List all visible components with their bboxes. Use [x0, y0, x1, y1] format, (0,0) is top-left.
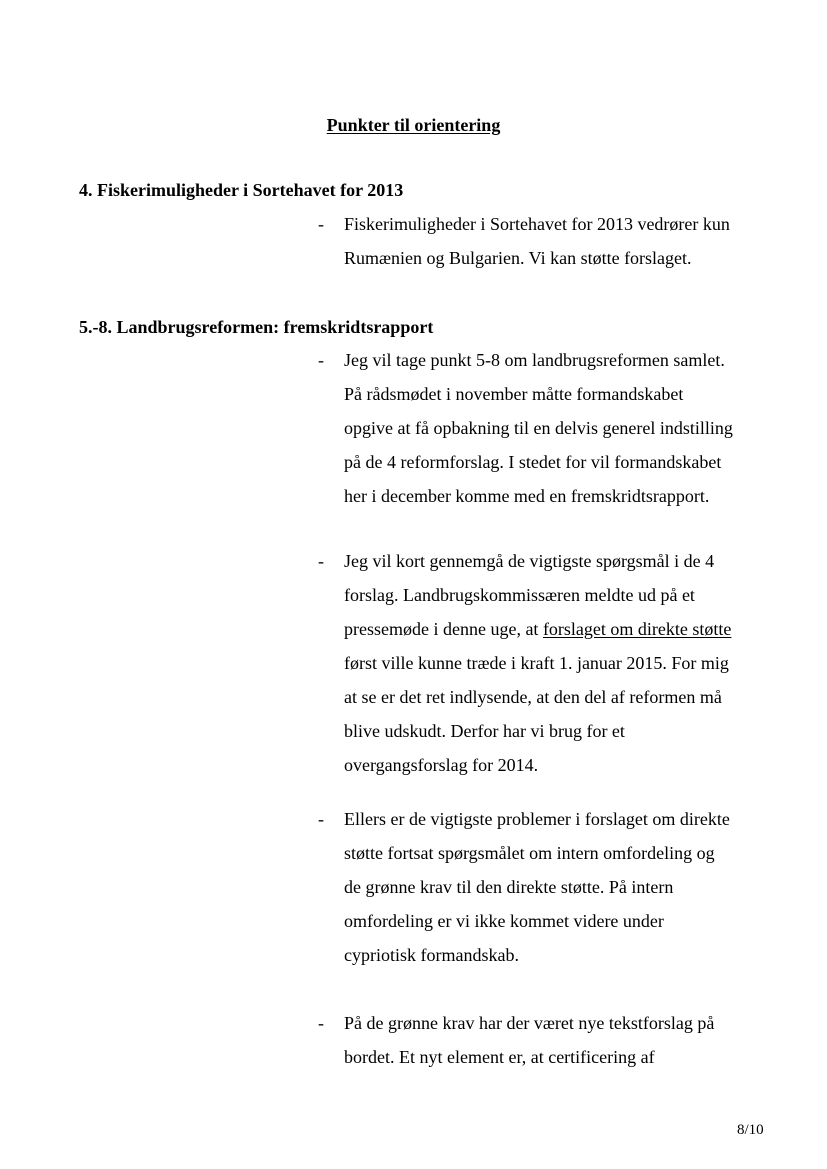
bullet-line: Jeg vil tage punkt 5-8 om landbrugsreformen samlet. — [344, 350, 725, 370]
page-title-text: Punkter til orientering — [326, 115, 501, 135]
bullet-line: støtte fortsat spørgsmålet om intern omfordeling og — [344, 843, 715, 863]
bullet-line: at se er det ret indlysende, at den del af reformen må — [344, 687, 722, 707]
bullet-line: på de 4 reformforslag. I stedet for vil formandskabet — [344, 452, 722, 472]
bullet-line: Rumænien og Bulgarien. Vi kan støtte forslaget. — [344, 248, 692, 268]
bullet-landbrugsreformen-samlet — [318, 343, 778, 513]
bullet-vigtigste-spoergsmaal — [318, 544, 778, 782]
bullet-dash: - — [318, 1013, 324, 1033]
bullet-line: de grønne krav til den direkte støtte. På intern — [344, 877, 674, 897]
bullet-line: På rådsmødet i november måtte formandskabet — [344, 384, 684, 404]
bullet-line — [344, 612, 778, 646]
page-title — [0, 113, 827, 137]
bullet-line: Fiskerimuligheder i Sortehavet for 2013 vedrører kun — [344, 214, 730, 234]
bullet-line: overgangsforslag for 2014. — [344, 755, 539, 775]
bullet-line-text: pressemøde i denne uge, at — [344, 619, 543, 639]
page-number: 8/10 — [737, 1122, 764, 1138]
bullet-text — [344, 802, 778, 972]
bullet-line: forslag. Landbrugskommissæren meldte ud på et — [344, 585, 695, 605]
bullet-text — [344, 207, 778, 275]
bullet-line: Jeg vil kort gennemgå de vigtigste spørgsmål i de 4 — [344, 551, 715, 571]
bullet-direkte-stoette — [318, 802, 778, 972]
bullet-line: her i december komme med en fremskridtsrapport. — [344, 486, 710, 506]
bullet-line: På de grønne krav har der været nye tekstforslag på — [344, 1013, 715, 1033]
bullet-text — [344, 1006, 778, 1074]
bullet-dash: - — [318, 350, 324, 370]
section-heading-landbrugsreformen: 5.-8. Landbrugsreformen: fremskridtsrapport — [79, 317, 434, 337]
section-heading-fiskerimuligheder: 4. Fiskerimuligheder i Sortehavet for 2013 — [79, 180, 404, 200]
bullet-line: opgive at få opbakning til en delvis generel indstilling — [344, 418, 733, 438]
bullet-dash: - — [318, 551, 324, 571]
bullet-groenne-krav — [318, 1006, 778, 1074]
bullet-dash: - — [318, 214, 324, 234]
bullet-line: først ville kunne træde i kraft 1. januar 2015. For mig — [344, 653, 729, 673]
bullet-line: omfordeling er vi ikke kommet videre under — [344, 911, 664, 931]
bullet-line: Ellers er de vigtigste problemer i forslaget om direkte — [344, 809, 730, 829]
underlined-phrase: forslaget om direkte støtte — [542, 619, 732, 639]
bullet-fiskerimuligheder — [318, 207, 778, 275]
bullet-line: cypriotisk formandskab. — [344, 945, 519, 965]
bullet-line: blive udskudt. Derfor har vi brug for et — [344, 721, 625, 741]
bullet-text — [344, 343, 778, 513]
bullet-dash: - — [318, 809, 324, 829]
bullet-line: bordet. Et nyt element er, at certificering af — [344, 1047, 655, 1067]
bullet-text — [344, 544, 778, 782]
